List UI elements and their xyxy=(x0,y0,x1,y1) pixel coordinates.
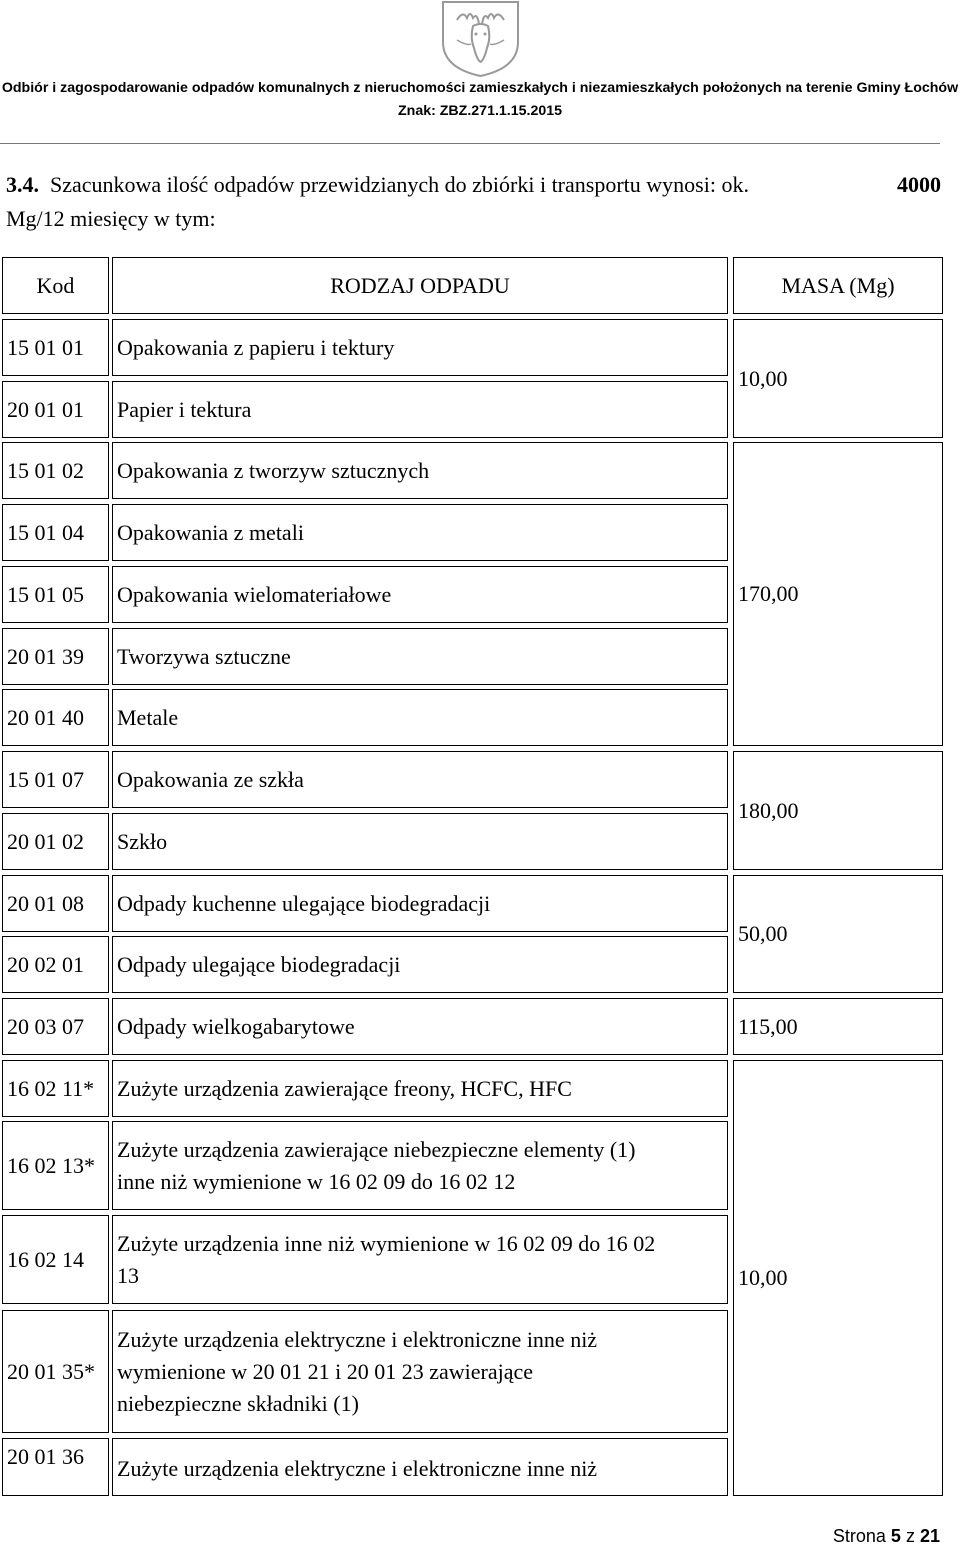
table-header-code: Kod xyxy=(2,257,109,314)
table-cell-code: 20 01 02 xyxy=(2,813,109,870)
table-cell-mass: 170,00 xyxy=(733,442,943,746)
table-cell-type: Opakowania ze szkła xyxy=(112,751,728,808)
section-number: 3.4. xyxy=(6,172,39,197)
table-cell-code: 16 02 13* xyxy=(2,1121,109,1210)
table-cell-code: 15 01 07 xyxy=(2,751,109,808)
table-cell-type: Zużyte urządzenia elektryczne i elektroniczne inne niż wymienione w 20 01 21 i 20 01 23 zawierające niebezpieczne składniki (1) xyxy=(112,1310,728,1433)
table-cell-type: Tworzywa sztuczne xyxy=(112,628,728,685)
section-text: Szacunkowa ilość odpadów przewidzianych do zbiórki i transportu wynosi: ok. xyxy=(50,172,749,197)
table-cell-type: Zużyte urządzenia elektryczne i elektroniczne inne niż xyxy=(112,1438,728,1496)
table-cell-code: 15 01 05 xyxy=(2,566,109,623)
table-cell-code: 15 01 04 xyxy=(2,504,109,561)
page-number: Strona 5 z 21 xyxy=(832,1526,940,1546)
table-cell-type: Odpady wielkogabarytowe xyxy=(112,998,728,1055)
table-cell-type: Opakowania z papieru i tektury xyxy=(112,319,728,376)
table-cell-type: Zużyte urządzenia inne niż wymienione w 16 02 09 do 16 02 13 xyxy=(112,1215,728,1304)
table-cell-code: 20 03 07 xyxy=(2,998,109,1055)
table-cell-code: 16 02 11* xyxy=(2,1060,109,1117)
document-sign: Znak: ZBZ.271.1.15.2015 xyxy=(397,103,563,119)
section-text-line2: Mg/12 miesięcy w tym: xyxy=(6,206,216,231)
table-cell-code: 15 01 01 xyxy=(2,319,109,376)
table-cell-type: Papier i tektura xyxy=(112,381,728,438)
section-amount: 4000 xyxy=(897,172,941,197)
table-header-mass: MASA (Mg) xyxy=(733,257,943,314)
header-divider xyxy=(0,143,940,144)
table-cell-type: Szkło xyxy=(112,813,728,870)
table-cell-type: Metale xyxy=(112,689,728,746)
table-cell-code: 20 01 39 xyxy=(2,628,109,685)
table-cell-code: 20 01 40 xyxy=(2,689,109,746)
section-heading xyxy=(6,168,941,236)
table-cell-mass: 50,00 xyxy=(733,875,943,993)
table-cell-code: 20 01 36 xyxy=(2,1438,109,1496)
table-cell-code: 15 01 02 xyxy=(2,442,109,499)
table-cell-code: 20 02 01 xyxy=(2,936,109,993)
table-cell-type: Opakowania z tworzyw sztucznych xyxy=(112,442,728,499)
table-cell-code: 20 01 08 xyxy=(2,875,109,932)
table-cell-type: Opakowania z metali xyxy=(112,504,728,561)
table-cell-type: Odpady kuchenne ulegające biodegradacji xyxy=(112,875,728,932)
table-cell-type: Odpady ulegające biodegradacji xyxy=(112,936,728,993)
table-cell-type: Zużyte urządzenia zawierające niebezpieczne elementy (1) inne niż wymienione w 16 02 09 do 16 02 12 xyxy=(112,1121,728,1210)
table-cell-mass: 10,00 xyxy=(733,1060,943,1496)
table-cell-code: 20 01 35* xyxy=(2,1310,109,1433)
moose-emblem-logo xyxy=(437,0,524,78)
table-cell-mass: 180,00 xyxy=(733,751,943,870)
table-cell-type: Zużyte urządzenia zawierające freony, HCFC, HFC xyxy=(112,1060,728,1117)
table-cell-type: Opakowania wielomateriałowe xyxy=(112,566,728,623)
table-cell-mass: 10,00 xyxy=(733,319,943,438)
table-cell-code: 16 02 14 xyxy=(2,1215,109,1304)
table-cell-mass: 115,00 xyxy=(733,998,943,1055)
table-cell-code: 20 01 01 xyxy=(2,381,109,438)
table-header-type: RODZAJ ODPADU xyxy=(112,257,728,314)
document-header-title: Odbiór i zagospodarowanie odpadów komunalnych z nieruchomości zamieszkałych i niezamieszkałych położonych na terenie Gminy Łochów xyxy=(1,80,959,96)
